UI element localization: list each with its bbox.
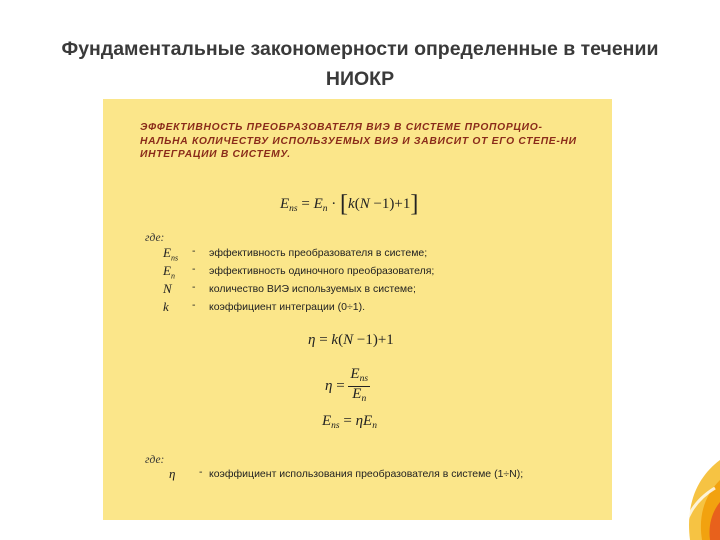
- where-label-2: где:: [145, 454, 165, 466]
- content-card: [103, 99, 612, 520]
- definition-text: коэффициент интеграции (0÷1).: [209, 301, 366, 313]
- slide-title-line-2: НИОКР: [325, 68, 395, 90]
- formula-eta-ratio: η = $\frac{E_{ns}}{E_n}$: [325, 366, 369, 404]
- slide-title-line-1: Фундаментальные закономерности определенные в течении: [61, 38, 659, 60]
- definition-row-eta: η - коэффициент использования преобразователя в системе (1÷N);: [169, 466, 524, 481]
- definition-text: эффективность одиночного преобразователя;: [209, 265, 435, 277]
- slide-title: [0, 34, 720, 94]
- definition-text: эффективность преобразователя в системе;: [209, 247, 428, 259]
- definition-symbol: k: [163, 299, 169, 314]
- where-label-1: где:: [145, 232, 165, 244]
- intro-statement: ЭФФЕКТИВНОСТЬ ПРЕОБРАЗОВАТЕЛЯ ВИЭ В СИСТЕМЕ ПРОПОРЦИО-НАЛЬНА КОЛИЧЕСТВУ ИСПОЛЬЗУЕМЫХ ВИЭ И ЗАВИСИТ ОТ ЕГО СТЕПЕ-НИ ИНТЕГРАЦИИ В СИСТЕМУ.: [140, 122, 577, 160]
- definition-symbol: η: [169, 466, 176, 481]
- definition-row-ens: $E_{ns}$ - эффективность преобразователя в системе;: [163, 245, 428, 263]
- definition-symbol: $E_{ns}$: [163, 245, 179, 263]
- definition-text: количество ВИЭ используемых в системе;: [209, 283, 416, 295]
- definition-row-n: N - количество ВИЭ используемых в системе;: [151, 281, 591, 299]
- definition-symbol: N: [163, 281, 172, 296]
- formula-system-efficiency-eta: $E_{ns} = \eta E_n$: [322, 413, 377, 431]
- formula-eta: η = k(N −1)+1: [308, 332, 394, 348]
- formula-system-efficiency: $E_{ns} = E_n \cdot [k(N -1)+1]$: [280, 191, 419, 217]
- orange-flame-swoosh: [660, 440, 720, 540]
- definition-row-en: $E_n$ - эффективность одиночного преобразователя;: [163, 263, 435, 281]
- definition-symbol: $E_n$: [163, 263, 175, 281]
- definition-row-k: k - коэффициент интеграции (0÷1).: [151, 299, 591, 317]
- definition-text: коэффициент использования преобразователя в системе (1÷N);: [209, 468, 524, 480]
